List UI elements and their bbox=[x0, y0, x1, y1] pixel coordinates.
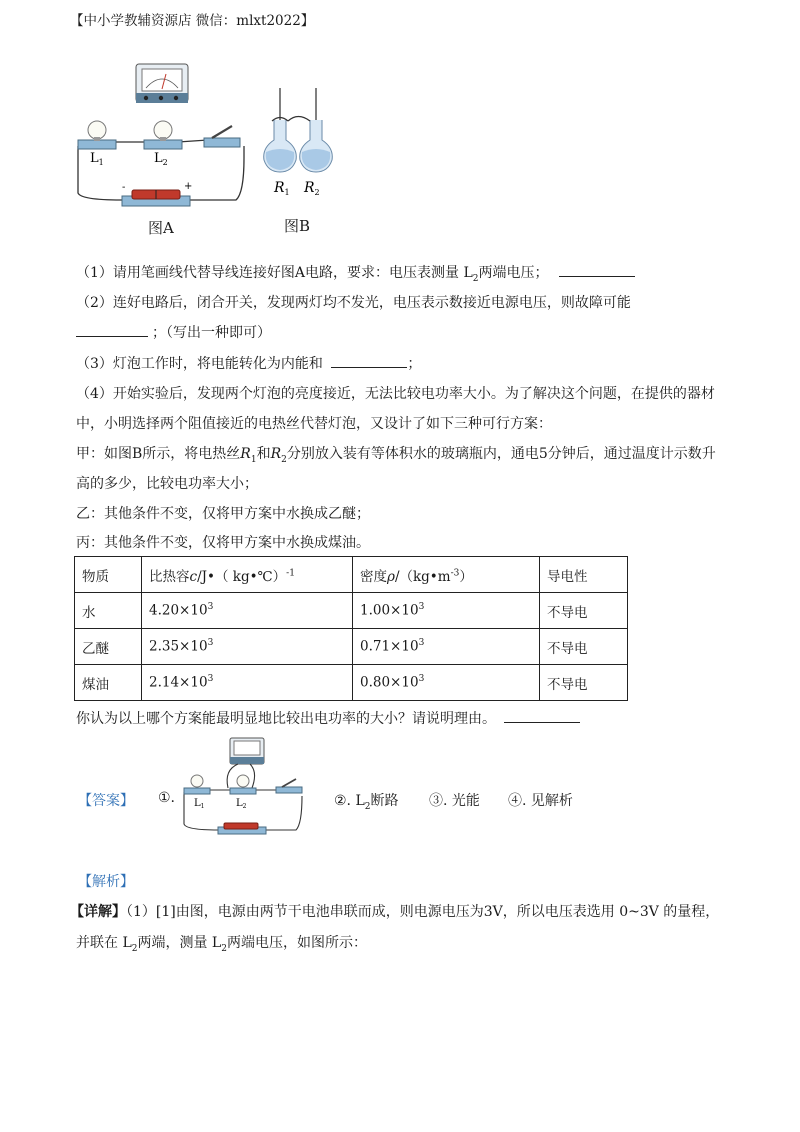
analysis-tag: 【解析】 bbox=[78, 874, 134, 890]
plan-jia-line1: 甲：如图B所示，将电热丝$R_1$和$R_2$分别放入装有等体积水的玻璃瓶内，通电5分钟后，通过温度计示数升 bbox=[76, 446, 716, 465]
answer-1-label: ①. bbox=[158, 790, 176, 806]
battery-icon bbox=[218, 823, 266, 834]
question-1: （1）请用笔画线代替导线连接好图A电路，要求：电压表测量 $L_2$两端电压； bbox=[76, 262, 635, 284]
figure-a-caption: 图A bbox=[148, 219, 174, 237]
plan-bing: 丙：其他条件不变，仅将甲方案中水换成煤油。 bbox=[76, 535, 370, 551]
voltmeter-icon bbox=[136, 64, 188, 103]
bulb-l1-icon bbox=[184, 775, 210, 794]
question-4-line1: （4）开始实验后，发现两个灯泡的亮度接近，无法比较电功率大小。为了解决这个问题，在提供的器材 bbox=[76, 386, 715, 402]
svg-text:-: - bbox=[122, 182, 126, 193]
answer-blank[interactable] bbox=[331, 353, 407, 368]
answer-blank[interactable] bbox=[559, 262, 635, 277]
label-l1: $L_1$ bbox=[90, 151, 104, 167]
figure-b-flasks bbox=[258, 88, 338, 208]
voltmeter-icon bbox=[230, 738, 264, 764]
properties-table bbox=[74, 556, 628, 701]
answer-blank[interactable] bbox=[76, 322, 148, 337]
header-cell: 密度$\rho/(kg•m^{-3})$ bbox=[353, 557, 540, 593]
svg-text:+: + bbox=[184, 181, 193, 192]
label-r1: $R_1$ bbox=[274, 180, 290, 197]
table-row: 煤油 $2.14\times 10^3$ $0.80\times 10^3$ 不导电 bbox=[75, 665, 628, 701]
label-l2: $L_2$ bbox=[154, 151, 168, 167]
figure-a-circuit bbox=[66, 58, 256, 238]
question-2-line2: ；（写出一种即可） bbox=[76, 322, 271, 342]
svg-text:L2: $L_2$ bbox=[236, 798, 247, 810]
question-4-line2: 中，小明选择两个阻值接近的电热丝代替灯泡，又设计了如下三种可行方案： bbox=[76, 416, 552, 432]
question-3: （3）灯泡工作时，将电能转化为内能和 ； bbox=[76, 353, 421, 373]
table-row: 水 $4.20\times 10^3$ $1.00\times 10^3$ 不导电 bbox=[75, 593, 628, 629]
question-4-ask: 你认为以上哪个方案能最明显地比较出电功率的大小？请说明理由。 bbox=[76, 708, 580, 728]
table-row: 乙醚 $2.35\times 10^3$ $0.71\times 10^3$ 不导电 bbox=[75, 629, 628, 665]
detail-line2: 并联在 $L_2$两端，测量 $L_2$两端电压，如图所示： bbox=[76, 935, 367, 954]
answer-3: ③. 光能 bbox=[429, 793, 480, 809]
answer-4: ④. 见解析 bbox=[508, 793, 573, 809]
answer-circuit bbox=[180, 736, 306, 848]
bulb-l2-icon bbox=[230, 775, 256, 794]
switch-icon bbox=[276, 779, 302, 793]
table-header-row bbox=[75, 557, 628, 593]
figure-b-caption: 图B bbox=[284, 217, 311, 235]
header-cell: 导电性 bbox=[540, 557, 628, 593]
detail-line1: 【详解】（1）[1]由图，电源由两节干电池串联而成，则电源电压为3V，所以电压表选用 0~3V 的量程， bbox=[70, 904, 720, 920]
battery-icon bbox=[122, 190, 190, 206]
answer-2: ②. $L_2$断路 bbox=[334, 793, 399, 812]
label-r2: $R_2$ bbox=[304, 180, 320, 197]
bulb-l2-icon bbox=[144, 121, 182, 149]
switch-icon bbox=[204, 126, 240, 147]
question-2-line1: （2）连好电路后，闭合开关，发现两灯均不发光，电压表示数接近电源电压，则故障可能 bbox=[76, 295, 631, 311]
plan-jia-line2: 高的多少，比较电功率大小； bbox=[76, 476, 258, 492]
plan-yi: 乙：其他条件不变，仅将甲方案中水换成乙醚； bbox=[76, 506, 370, 522]
answer-tag: 【答案】 bbox=[78, 793, 134, 809]
svg-text:L1: $L_1$ bbox=[194, 798, 205, 810]
header-cell: 比热容c/J•（ kg•℃）$^{-1}$ bbox=[142, 557, 353, 593]
answer-blank[interactable] bbox=[504, 708, 580, 723]
header-cell: 物质 bbox=[75, 557, 142, 593]
flask-icon bbox=[264, 88, 297, 172]
bulb-l1-icon bbox=[78, 121, 116, 149]
page-header: 【中小学教辅资源店 微信：mlxt2022】 bbox=[70, 13, 315, 29]
